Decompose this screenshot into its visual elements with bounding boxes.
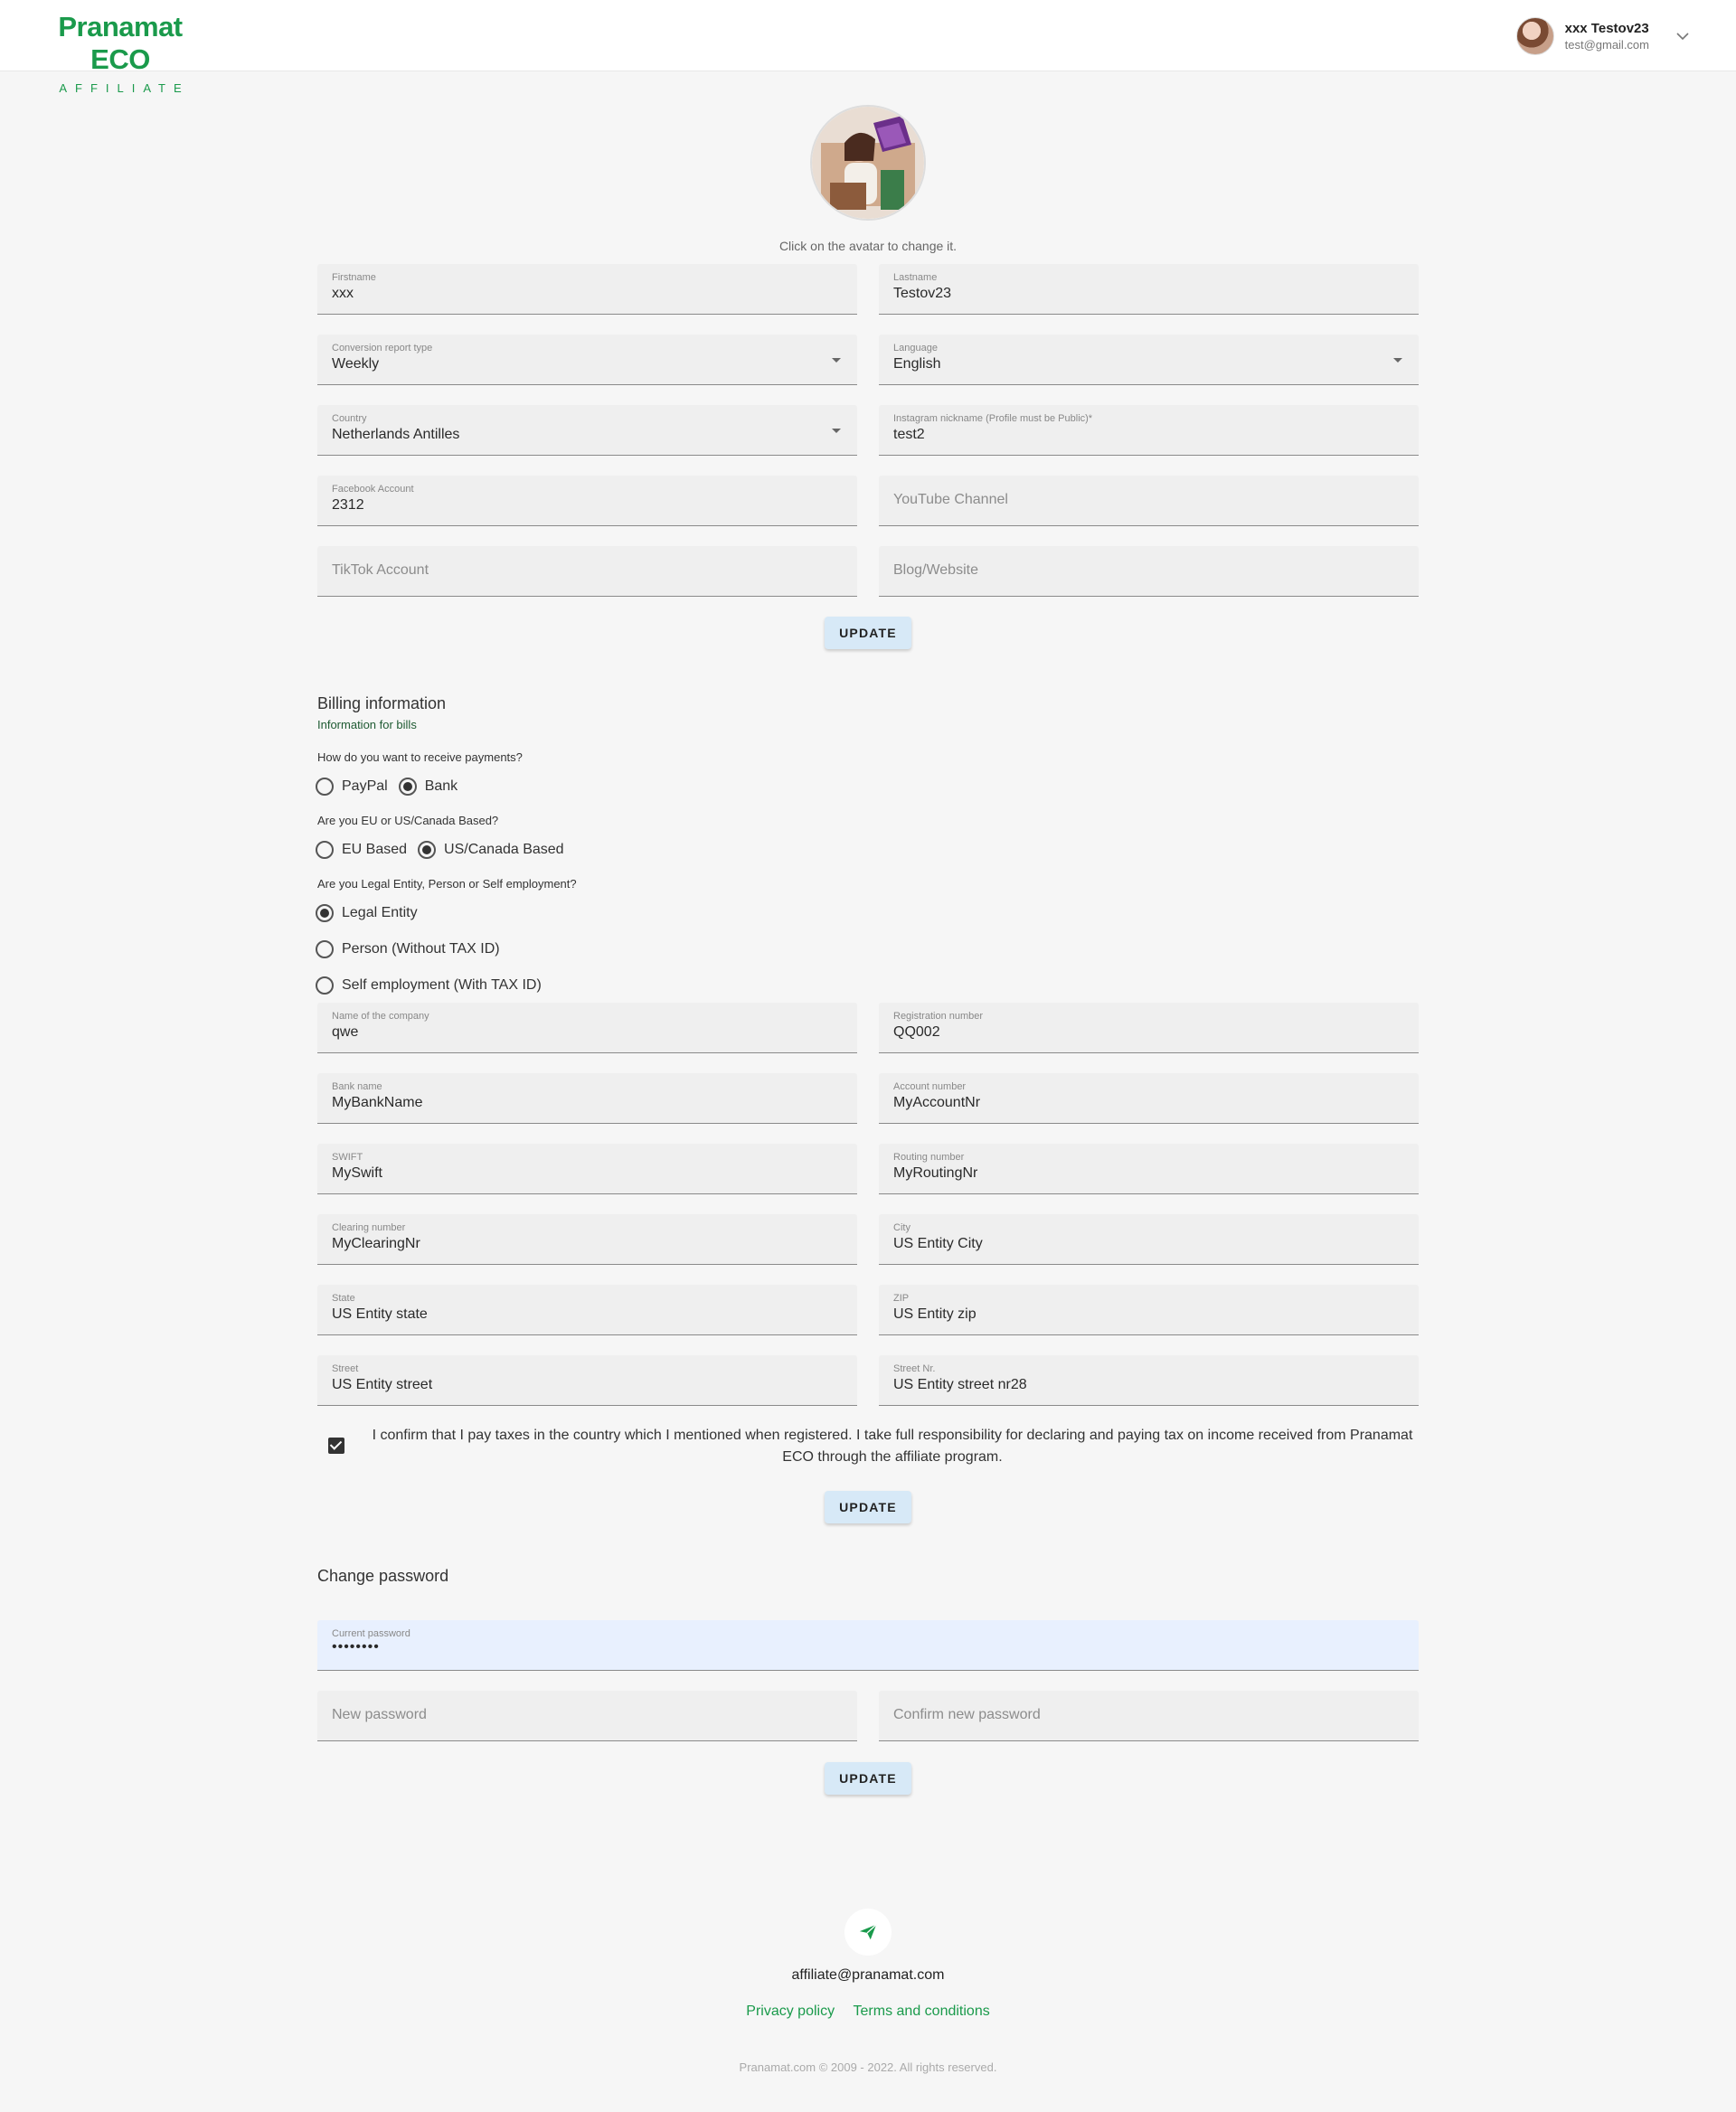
dropdown-arrow-icon (832, 358, 841, 363)
send-icon[interactable] (844, 1909, 892, 1956)
billing-update-button[interactable]: UPDATE (825, 1491, 911, 1523)
region-radio-group (316, 838, 575, 862)
radio-bank[interactable] (399, 778, 458, 796)
instagram-field[interactable] (879, 405, 1419, 456)
zip-label: ZIP (893, 1293, 910, 1304)
bank-name-value: MyBankName (332, 1095, 423, 1110)
account-number-label: Account number (893, 1081, 967, 1092)
user-email: test@gmail.com (1564, 38, 1649, 52)
company-name-label: Name of the company (332, 1011, 429, 1022)
tax-confirm-text: I confirm that I pay taxes in the country which I mentioned when registered. I take full responsibility for declaring and paying tax on income received from Pranamat ECO through the affiliate program. (372, 1428, 1413, 1465)
radio-label: Self employment (With TAX ID) (342, 977, 542, 993)
language-value: English (893, 356, 941, 372)
radio-circle[interactable] (316, 940, 334, 958)
radio-us-canada-based[interactable] (418, 841, 564, 859)
facebook-label: Facebook Account (332, 484, 414, 495)
radio-label: Bank (424, 778, 458, 794)
privacy-policy-link[interactable]: Privacy policy (746, 2004, 835, 2019)
facebook-value: 2312 (332, 497, 364, 513)
city-value: US Entity City (893, 1236, 983, 1251)
state-label: State (332, 1293, 355, 1304)
billing-subtitle: Information for bills (317, 718, 417, 731)
country-label: Country (332, 413, 367, 424)
copyright: Pranamat.com © 2009 - 2022. All rights reserved. (739, 2060, 997, 2074)
clearing-number-field[interactable] (317, 1214, 857, 1265)
user-menu[interactable] (1516, 16, 1693, 56)
country-value: Netherlands Antilles (332, 427, 460, 442)
street-nr-label: Street Nr. (893, 1363, 936, 1374)
new-password-placeholder: New password (332, 1707, 427, 1722)
swift-value: MySwift (332, 1165, 382, 1181)
bank-name-label: Bank name (332, 1081, 382, 1092)
current-password-value: •••••••• (332, 1639, 380, 1655)
state-field[interactable] (317, 1285, 857, 1335)
radio-circle[interactable] (316, 778, 334, 796)
radio-circle-selected[interactable] (316, 904, 334, 922)
avatar[interactable] (1516, 17, 1554, 55)
avatar-hint: Click on the avatar to change it. (778, 239, 958, 253)
account-number-field[interactable] (879, 1073, 1419, 1124)
street-nr-value: US Entity street nr28 (893, 1377, 1027, 1392)
bank-name-field[interactable] (317, 1073, 857, 1124)
state-value: US Entity state (332, 1306, 428, 1322)
radio-paypal[interactable] (316, 778, 388, 796)
lastname-label: Lastname (893, 272, 938, 283)
blog-field[interactable] (879, 546, 1419, 597)
radio-label: Legal Entity (342, 905, 418, 920)
swift-label: SWIFT (332, 1152, 363, 1163)
radio-eu-based[interactable] (316, 841, 407, 859)
chevron-down-icon[interactable] (1673, 26, 1693, 46)
profile-update-button[interactable]: UPDATE (825, 617, 911, 649)
password-update-button[interactable]: UPDATE (825, 1762, 911, 1795)
street-value: US Entity street (332, 1377, 433, 1392)
tax-confirm-checkbox[interactable] (328, 1438, 344, 1454)
clearing-number-label: Clearing number (332, 1222, 406, 1233)
payment-question: How do you want to receive payments? (317, 750, 523, 764)
entity-question: Are you Legal Entity, Person or Self employment? (317, 877, 577, 891)
radio-circle-selected[interactable] (418, 841, 436, 859)
conversion-report-value: Weekly (332, 356, 380, 372)
logo-subtitle: AFFILIATE (59, 81, 190, 95)
radio-circle[interactable] (316, 976, 334, 995)
confirm-password-field[interactable] (879, 1691, 1419, 1741)
radio-circle[interactable] (316, 841, 334, 859)
zip-value: US Entity zip (893, 1306, 976, 1322)
radio-label: PayPal (342, 778, 388, 794)
logo-text: Pranamat ECO (58, 11, 183, 75)
radio-circle-selected[interactable] (399, 778, 417, 796)
company-name-field[interactable] (317, 1003, 857, 1053)
street-nr-field[interactable] (879, 1355, 1419, 1406)
profile-photo-icon (812, 107, 924, 219)
firstname-value: xxx (332, 286, 354, 301)
city-field[interactable] (879, 1214, 1419, 1265)
registration-number-field[interactable] (879, 1003, 1419, 1053)
lastname-value: Testov23 (893, 286, 952, 301)
app-header (0, 0, 1736, 95)
brand-logo[interactable] (25, 11, 215, 95)
conversion-report-select[interactable] (317, 335, 857, 385)
dropdown-arrow-icon (1393, 358, 1402, 363)
radio-label: Person (Without TAX ID) (342, 941, 500, 957)
clearing-number-value: MyClearingNr (332, 1236, 420, 1251)
new-password-field[interactable] (317, 1691, 857, 1741)
billing-title: Billing information (317, 694, 447, 712)
region-question: Are you EU or US/Canada Based? (317, 814, 499, 827)
footer-links (0, 2004, 1736, 2020)
language-select[interactable] (879, 335, 1419, 385)
confirm-password-placeholder: Confirm new password (893, 1707, 1041, 1722)
payment-radio-group (316, 775, 468, 798)
zip-field[interactable] (879, 1285, 1419, 1335)
street-field[interactable] (317, 1355, 857, 1406)
tax-confirmation (317, 1425, 1419, 1468)
street-label: Street (332, 1363, 359, 1374)
dropdown-arrow-icon (832, 429, 841, 433)
swift-field[interactable] (317, 1144, 857, 1194)
youtube-field[interactable] (879, 476, 1419, 526)
tiktok-placeholder: TikTok Account (332, 562, 429, 578)
lastname-field[interactable] (879, 264, 1419, 315)
radio-self-employment[interactable] (316, 974, 542, 997)
tiktok-field[interactable] (317, 546, 857, 597)
instagram-label: Instagram nickname (Profile must be Public)* (893, 413, 1093, 424)
routing-number-label: Routing number (893, 1152, 965, 1163)
footer-email[interactable]: affiliate@pranamat.com (791, 1967, 945, 1983)
conversion-report-label: Conversion report type (332, 343, 433, 354)
radio-legal-entity[interactable] (316, 901, 418, 925)
account-number-value: MyAccountNr (893, 1095, 981, 1110)
user-info (1565, 21, 1649, 52)
user-name: xxx Testov23 (1564, 21, 1649, 36)
youtube-placeholder: YouTube Channel (893, 492, 1008, 507)
facebook-field[interactable] (317, 476, 857, 526)
language-label: Language (893, 343, 938, 354)
company-name-value: qwe (332, 1024, 359, 1040)
routing-number-value: MyRoutingNr (893, 1165, 978, 1181)
terms-link[interactable]: Terms and conditions (853, 2004, 990, 2019)
firstname-label: Firstname (332, 272, 376, 283)
country-select[interactable] (317, 405, 857, 456)
city-label: City (893, 1222, 910, 1233)
firstname-field[interactable] (317, 264, 857, 315)
radio-label: EU Based (342, 842, 408, 857)
profile-avatar[interactable] (810, 105, 926, 221)
registration-number-label: Registration number (893, 1011, 984, 1022)
radio-label: US/Canada Based (444, 842, 564, 857)
registration-number-value: QQ002 (893, 1024, 940, 1040)
routing-number-field[interactable] (879, 1144, 1419, 1194)
blog-placeholder: Blog/Website (893, 562, 978, 578)
instagram-value: test2 (893, 427, 925, 442)
current-password-label: Current password (332, 1628, 410, 1639)
radio-person[interactable] (316, 938, 500, 961)
current-password-field[interactable] (317, 1620, 1419, 1671)
password-title: Change password (317, 1567, 449, 1585)
